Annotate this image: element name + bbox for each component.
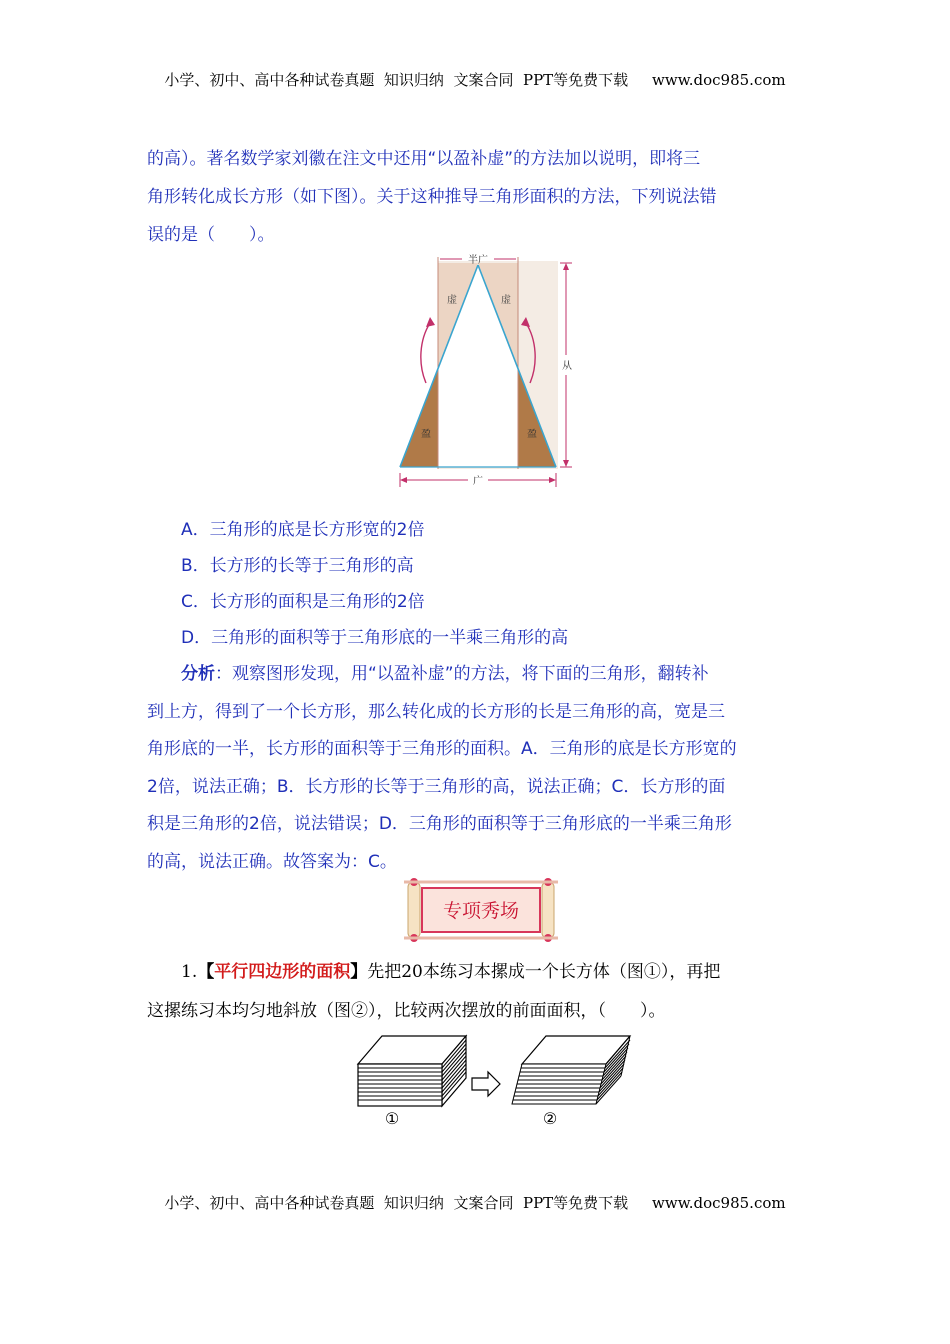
analysis-label: 分析	[181, 664, 215, 684]
question-line-2: 角形转化成长方形（如下图）。关于这种推导三角形面积的方法，下列说法错	[147, 187, 717, 207]
label-width: 广	[473, 476, 483, 487]
q1-line-2: 这摞练习本均匀地斜放（图②），比较两次摆放的前面面积，（ ）。	[147, 1001, 666, 1021]
section-banner	[400, 876, 562, 944]
stack-straight	[358, 1036, 466, 1106]
notebook-stacks-figure	[354, 1032, 654, 1132]
label-height: 从	[562, 361, 572, 372]
transform-arrow	[472, 1072, 500, 1096]
q1-number: 1.	[181, 962, 198, 982]
fig-label-1: ①	[384, 1109, 400, 1128]
analysis-line-5: 积是三角形的2倍，说法错误；D．三角形的面积等于三角形底的一半乘三角形	[147, 814, 732, 834]
analysis-text-1: ：观察图形发现，用“以盈补虚”的方法，将下面的三角形，翻转补	[215, 664, 709, 684]
option-b: B．长方形的长等于三角形的高	[181, 556, 414, 576]
label-empty-left: 虚	[447, 295, 457, 306]
q1-line-1-text: 先把20本练习本摞成一个长方体（图①），再把	[367, 962, 721, 982]
q1-tag-close: 】	[350, 962, 368, 982]
q1-tag-open: 【	[197, 962, 215, 982]
question-line-3: 误的是（ ）。	[147, 225, 275, 245]
stack-slanted	[512, 1036, 630, 1104]
q1-tag: 平行四边形的面积	[214, 962, 351, 982]
label-empty-right: 虚	[501, 295, 511, 306]
analysis-line-3: 角形底的一半，长方形的面积等于三角形的面积。A．三角形的底是长方形宽的	[147, 739, 737, 759]
page-footer: 小学、初中、高中各种试卷真题 知识归纳 文案合同 PPT等免费下载 www.doc985.com	[164, 1194, 786, 1212]
q1-line-1	[181, 957, 720, 982]
analysis-line-2: 到上方，得到了一个长方形，那么转化成的长方形的长是三角形的高，宽是三	[147, 702, 725, 722]
page-header: 小学、初中、高中各种试卷真题 知识归纳 文案合同 PPT等免费下载 www.doc985.com	[164, 71, 786, 89]
option-d: D．三角形的面积等于三角形底的一半乘三角形的高	[181, 628, 569, 648]
fig-label-2: ②	[542, 1109, 558, 1128]
triangle-rectangle-figure	[396, 251, 586, 489]
analysis-line-6: 的高，说法正确。故答案为：C。	[147, 852, 397, 872]
option-a: A．三角形的底是长方形宽的2倍	[181, 520, 425, 540]
question-line-1: 的高）。著名数学家刘徽在注文中还用“以盈补虚”的方法加以说明，即将三	[147, 149, 701, 169]
label-full-right: 盈	[527, 429, 537, 440]
banner-text: 专项秀场	[442, 900, 520, 922]
option-c: C．长方形的面积是三角形的2倍	[181, 592, 425, 612]
analysis-line-4: 2倍，说法正确；B．长方形的长等于三角形的高，说法正确；C．长方形的面	[147, 777, 726, 797]
label-half-width: 半广	[468, 255, 488, 266]
label-full-left: 盈	[421, 429, 431, 440]
analysis-line-1	[181, 659, 709, 684]
